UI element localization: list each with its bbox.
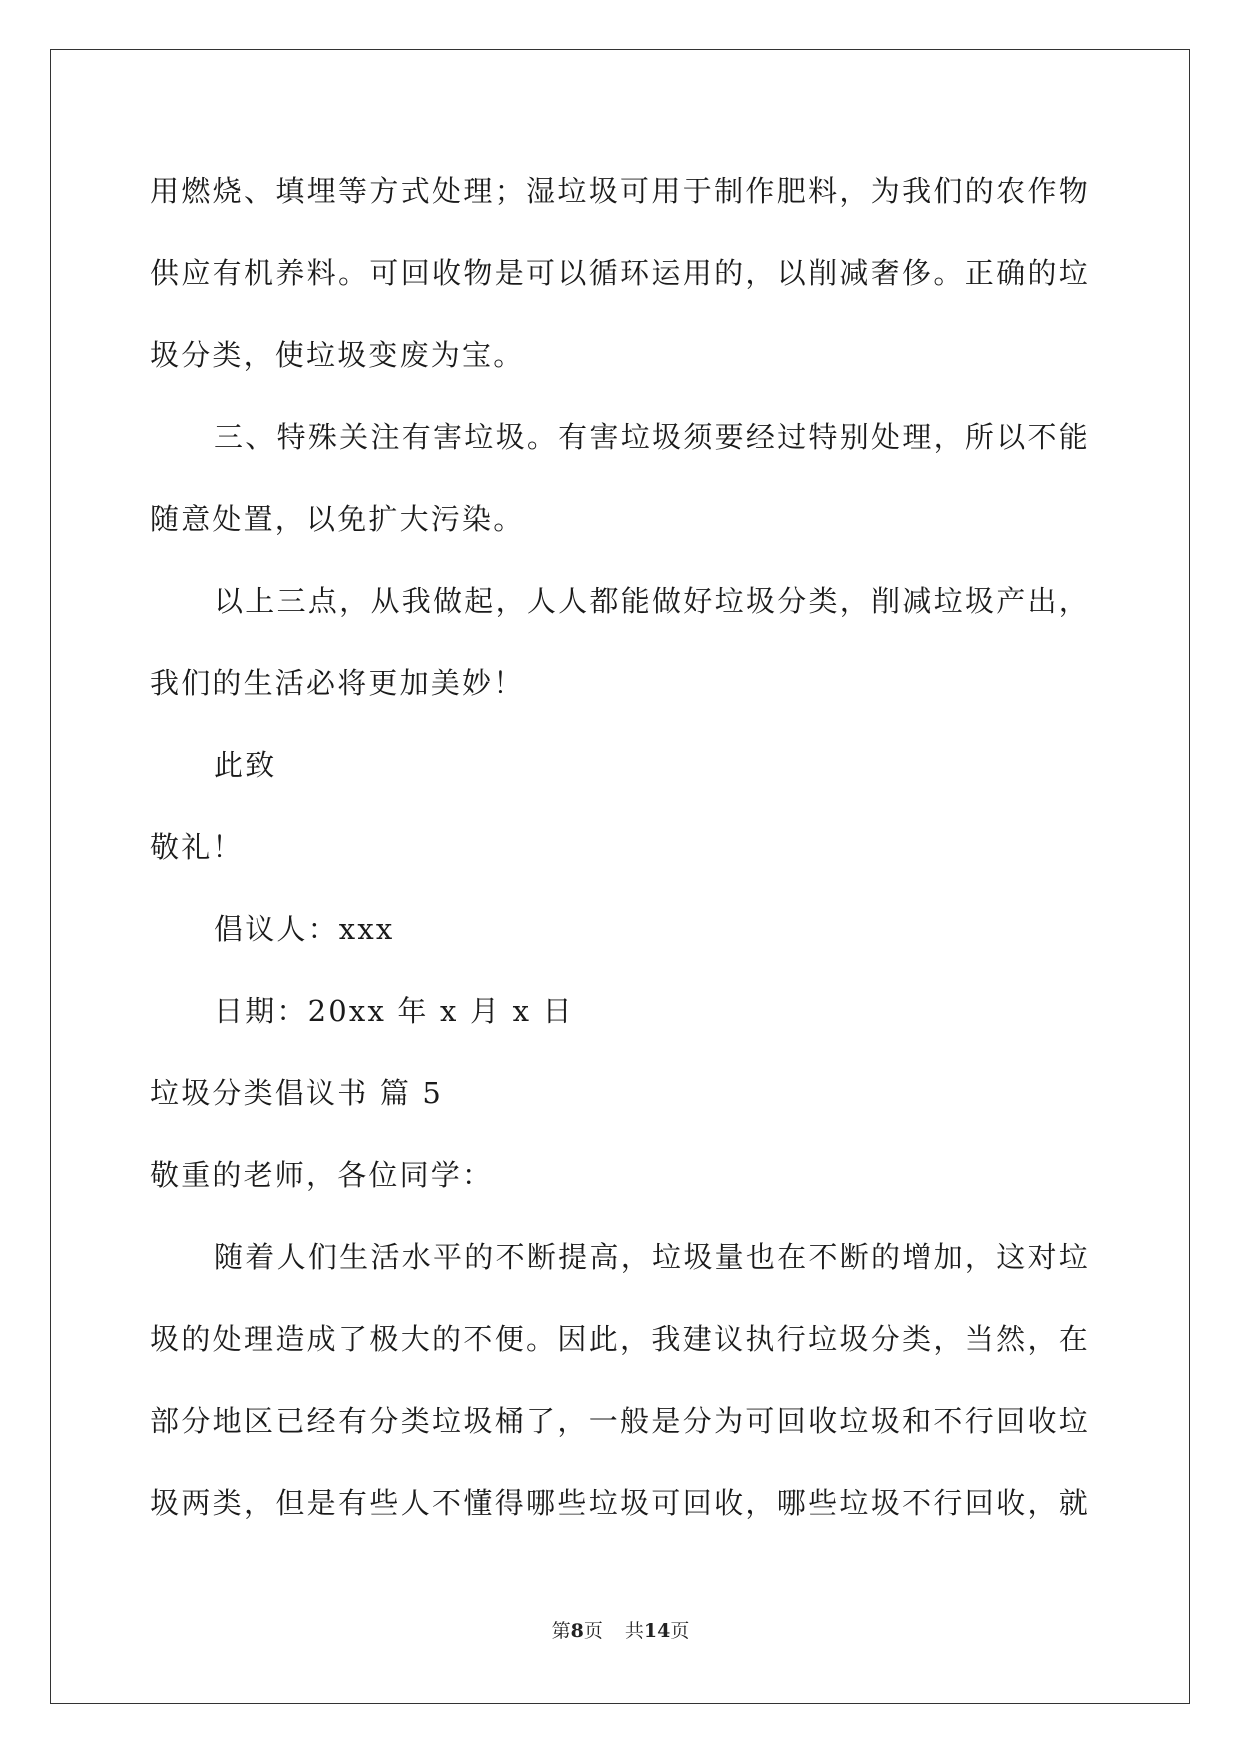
text-line: 圾的处理造成了极大的不便。因此，我建议执行垃圾分类，当然，在 — [150, 1322, 1090, 1356]
page-footer — [0, 1616, 1241, 1643]
text-line: 以上三点，从我做起，人人都能做好垃圾分类，削减垃圾产出， — [214, 584, 1090, 618]
text-line: 三、特殊关注有害垃圾。有害垃圾须要经过特别处理，所以不能 — [214, 420, 1090, 454]
footer-total-prefix: 共 — [624, 1620, 644, 1642]
text-line: 用燃烧、填埋等方式处理；湿垃圾可用于制作肥料，为我们的农作物 — [150, 174, 1090, 208]
footer-page-number: 8 — [570, 1620, 584, 1642]
footer-total-pages: 14 — [643, 1620, 671, 1642]
text-line: 供应有机养料。可回收物是可以循环运用的，以削减奢侈。正确的垃 — [150, 256, 1090, 290]
text-line: 随意处置，以免扩大污染。 — [150, 502, 525, 536]
footer-total-suffix: 页 — [670, 1620, 690, 1642]
salutation: 敬礼！ — [150, 830, 244, 864]
closing-phrase: 此致 — [214, 748, 277, 782]
proposer-line: 倡议人：xxx — [214, 912, 395, 946]
footer-page-suffix: 页 — [583, 1620, 603, 1642]
greeting-line: 敬重的老师，各位同学： — [150, 1158, 494, 1192]
section-heading: 垃圾分类倡议书 篇 5 — [150, 1076, 444, 1110]
date-line: 日期：20xx 年 x 月 x 日 — [214, 994, 574, 1028]
text-line: 圾分类，使垃圾变废为宝。 — [150, 338, 525, 372]
footer-page-prefix: 第 — [551, 1620, 571, 1642]
text-line: 随着人们生活水平的不断提高，垃圾量也在不断的增加，这对垃 — [214, 1240, 1090, 1274]
text-line: 部分地区已经有分类垃圾桶了，一般是分为可回收垃圾和不行回收垃 — [150, 1404, 1090, 1438]
text-line: 我们的生活必将更加美妙！ — [150, 666, 525, 700]
document-body — [150, 164, 1090, 1558]
text-line: 圾两类，但是有些人不懂得哪些垃圾可回收，哪些垃圾不行回收，就 — [150, 1486, 1090, 1520]
